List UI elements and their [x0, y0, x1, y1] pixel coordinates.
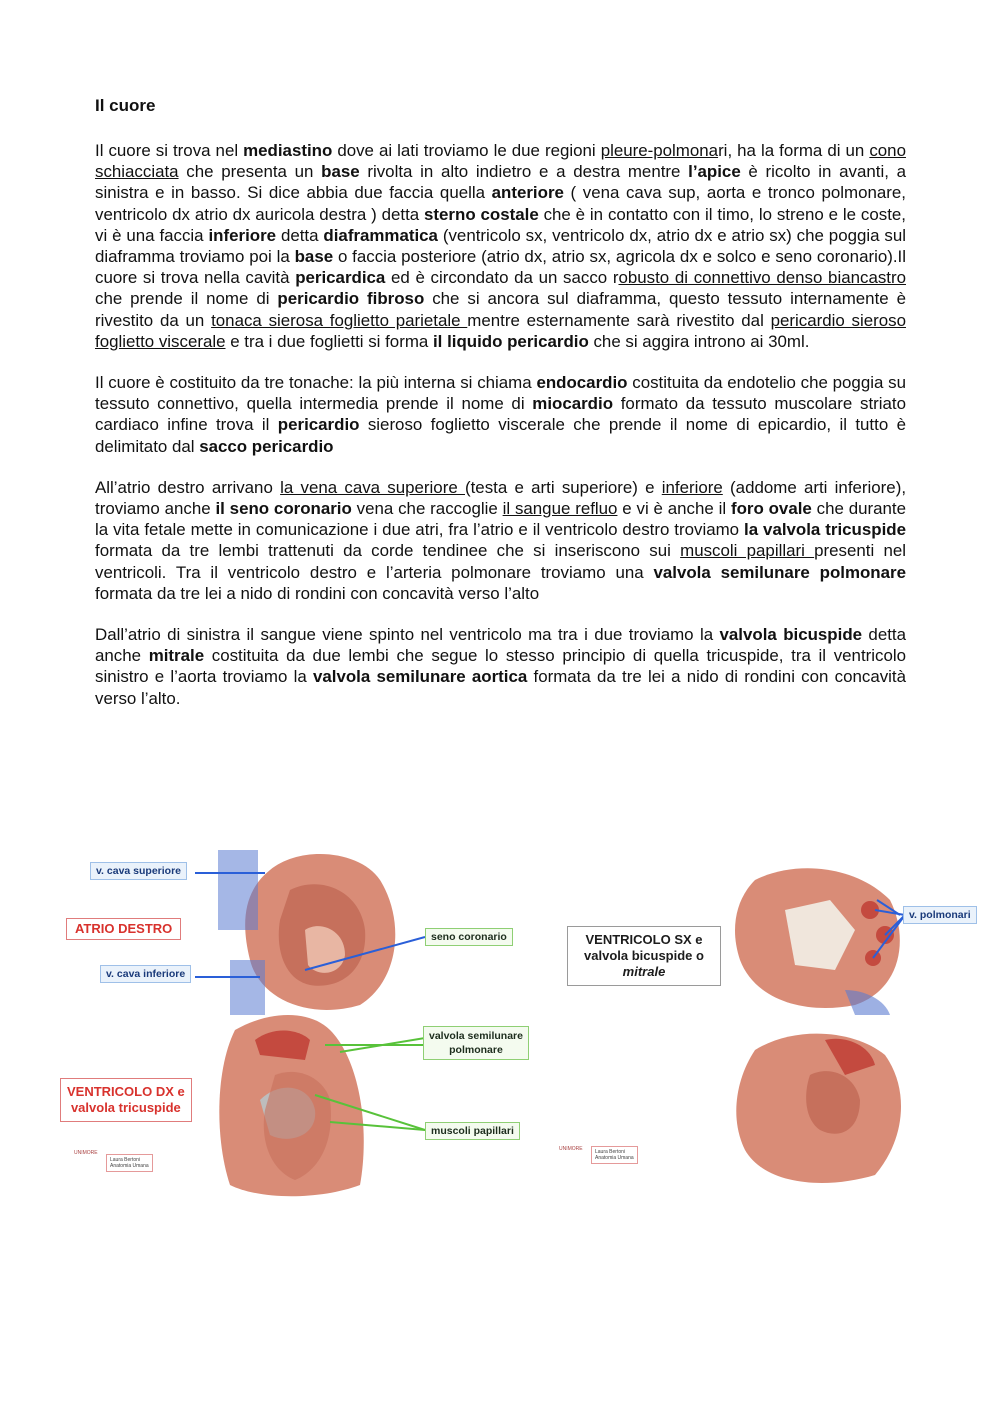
- label-line-1: valvola semilunare: [429, 1030, 523, 1042]
- bold-term: endocardio: [536, 373, 628, 393]
- text-run: ed è circondato da un sacco r: [385, 268, 619, 288]
- text-run: che è in contatto con il timo, lo streno e le coste, vi è una faccia: [95, 204, 906, 245]
- bold-term: pericardio fibroso: [277, 289, 425, 309]
- underlined-term: tonaca sierosa foglietto parietale: [211, 310, 468, 330]
- credit-line-2: Anatomia Umana: [595, 1155, 634, 1161]
- label-valvola-semilunare-polmonare: [423, 1026, 529, 1060]
- paragraph-2: [95, 372, 906, 457]
- text-run: che si ancora sul diaframma, questo tessuto internamente è rivestito da un: [95, 289, 906, 330]
- text-run: o faccia posteriore (atrio dx, atrio sx, agricola dx e solco e seno coronario).Il cuore si trova nella cavità: [95, 247, 906, 288]
- text-run: Il cuore è costituito da tre tonache: la più interna si chiama: [95, 373, 537, 393]
- label-line-3: mitrale: [622, 964, 666, 979]
- text-run: dove ai lati troviamo le due regioni: [332, 141, 601, 160]
- underlined-term: il sangue refluo: [502, 499, 618, 519]
- text-run: formata da tre lei a nido di rondini con concavità verso l’alto: [95, 583, 540, 603]
- label-v-polmonari: v. polmonari: [903, 906, 977, 924]
- underlined-term: obusto di connettivo denso biancastro: [618, 268, 906, 288]
- text-run: costituita da due lembi che segue lo stesso principio di quella tricuspide, tra il ventricolo sinistro e l’aorta troviamo la: [95, 646, 906, 687]
- unimore-logo: UNIMORE: [559, 1146, 583, 1152]
- text-run: che presenta un: [178, 162, 322, 182]
- underlined-term: inferiore: [661, 477, 723, 497]
- bold-term: base: [321, 162, 360, 182]
- underlined-term: pericardio sieroso foglietto viscerale: [95, 310, 906, 351]
- label-ventricolo-dx: [60, 1078, 192, 1122]
- document-body: [95, 96, 906, 729]
- label-line-1: VENTRICOLO DX e: [67, 1084, 185, 1099]
- bold-term: diaframmatica: [323, 225, 438, 245]
- text-run: vena che raccoglie: [351, 499, 503, 519]
- label-line-2: valvola bicuspide o: [584, 948, 704, 963]
- bold-term: valvola semilunare aortica: [312, 667, 528, 687]
- credit-line-1: Laura Bertoni: [595, 1149, 626, 1155]
- bold-term: base: [294, 247, 334, 267]
- bold-term: mediastino: [243, 141, 333, 160]
- text-run: (addome arti inferiore), troviamo anche: [95, 477, 907, 519]
- text-run: formata da tre lembi trattenuti da corde tendinee che si inseriscono sui: [95, 541, 681, 561]
- bold-term: pericardio: [277, 415, 360, 435]
- figure-left-heart: [555, 840, 980, 1200]
- bold-term: sacco pericardio: [199, 436, 334, 456]
- credit-box: [106, 1154, 153, 1172]
- label-v-cava-inferiore: v. cava inferiore: [100, 965, 191, 983]
- text-run: (ventricolo sx, ventricolo dx, atrio dx e atrio sx) che poggia sul diaframma troviamo poi la: [95, 225, 907, 267]
- underlined-term: cono schiacciata: [95, 141, 906, 182]
- paragraph-3: [95, 477, 906, 604]
- label-seno-coronario: seno coronario: [425, 928, 513, 946]
- label-v-cava-superiore: v. cava superiore: [90, 862, 187, 880]
- text-run: ( vena cava sup, aorta e tronco polmonare, ventricolo dx atrio dx auricola destra ) detta: [95, 183, 906, 224]
- text-run: mentre esternamente sarà rivestito dal: [467, 310, 771, 330]
- text-run: e tra i due foglietti si forma: [225, 331, 433, 351]
- bold-term: miocardio: [532, 394, 614, 414]
- text-run: (testa e arti superiore) e: [464, 477, 662, 497]
- text-run: che durante la vita fetale mette in comunicazione i due atri, fra l’atrio e il ventricolo destro troviamo: [95, 499, 906, 540]
- bold-term: sterno costale: [424, 204, 539, 224]
- bold-term: la valvola tricuspide: [744, 520, 906, 540]
- label-line-1: VENTRICOLO SX e: [585, 932, 703, 947]
- text-run: Il cuore si trova nel: [95, 141, 244, 160]
- text-run: Dall’atrio di sinistra il sangue viene spinto nel ventricolo ma tra i due troviamo la: [95, 625, 720, 645]
- document-title: Il cuore: [95, 96, 156, 115]
- text-run: costituita da endotelio che poggia su tessuto connettivo, quella intermedia prende il nome di: [95, 373, 906, 414]
- unimore-logo: UNIMORE: [74, 1150, 98, 1156]
- text-run: presenti nel ventricoli. Tra il ventricolo destro e l’arteria polmonare troviamo una: [95, 541, 906, 582]
- bold-term: il seno coronario: [215, 499, 352, 519]
- text-run: che prende il nome di: [95, 289, 278, 309]
- paragraph-4: [95, 624, 906, 709]
- text-run: che si aggira introno ai 30ml.: [588, 331, 810, 351]
- label-muscoli-papillari: muscoli papillari: [425, 1122, 520, 1140]
- bold-term: inferiore: [208, 225, 277, 245]
- bold-term: valvola bicuspide: [719, 625, 863, 645]
- label-ventricolo-sx: [567, 926, 721, 986]
- figure-right-heart: [60, 840, 535, 1200]
- credit-box: [591, 1146, 638, 1164]
- text-run: ri, ha la forma di un: [718, 141, 870, 160]
- underlined-term: pleure-polmona: [600, 141, 719, 160]
- underlined-term: la vena cava superiore: [280, 477, 465, 497]
- label-line-2: valvola tricuspide: [70, 1100, 181, 1115]
- bold-term: pericardica: [295, 268, 386, 288]
- bold-term: il liquido pericardio: [432, 331, 589, 351]
- text-run: rivolta in alto indietro e a destra mentre: [359, 162, 689, 182]
- paragraph-1: [95, 140, 906, 352]
- credit-line-1: Laura Bertoni: [110, 1157, 141, 1163]
- text-run: sieroso foglietto viscerale che prende il nome di epicardio, il tutto è delimitato dal: [95, 415, 906, 456]
- text-run: All’atrio destro arrivano: [95, 477, 281, 497]
- text-run: e vi è anche il: [617, 499, 731, 519]
- text-run: formato da tessuto muscolare striato cardiaco infine trova il: [95, 394, 906, 435]
- text-run: detta: [276, 225, 324, 245]
- text-run: formata da tre lei a nido di rondini con concavità verso l’alto.: [95, 667, 906, 708]
- bold-term: foro ovale: [730, 499, 812, 519]
- label-line-2: polmonare: [449, 1044, 503, 1056]
- text-run: detta anche: [95, 625, 906, 666]
- right-heart-illustration: [60, 840, 535, 1200]
- credit-line-2: Anatomia Umana: [110, 1163, 149, 1169]
- underlined-term: muscoli papillari: [680, 541, 815, 561]
- bold-term: mitrale: [148, 646, 205, 666]
- bold-term: valvola semilunare polmonare: [653, 562, 906, 582]
- text-run: è ricolto in avanti, a sinistra e in basso. Si dice abbia due faccia quella: [95, 162, 907, 203]
- label-atrio-destro: ATRIO DESTRO: [66, 918, 181, 940]
- bold-term: l’apice: [688, 162, 741, 182]
- bold-term: anteriore: [491, 183, 564, 203]
